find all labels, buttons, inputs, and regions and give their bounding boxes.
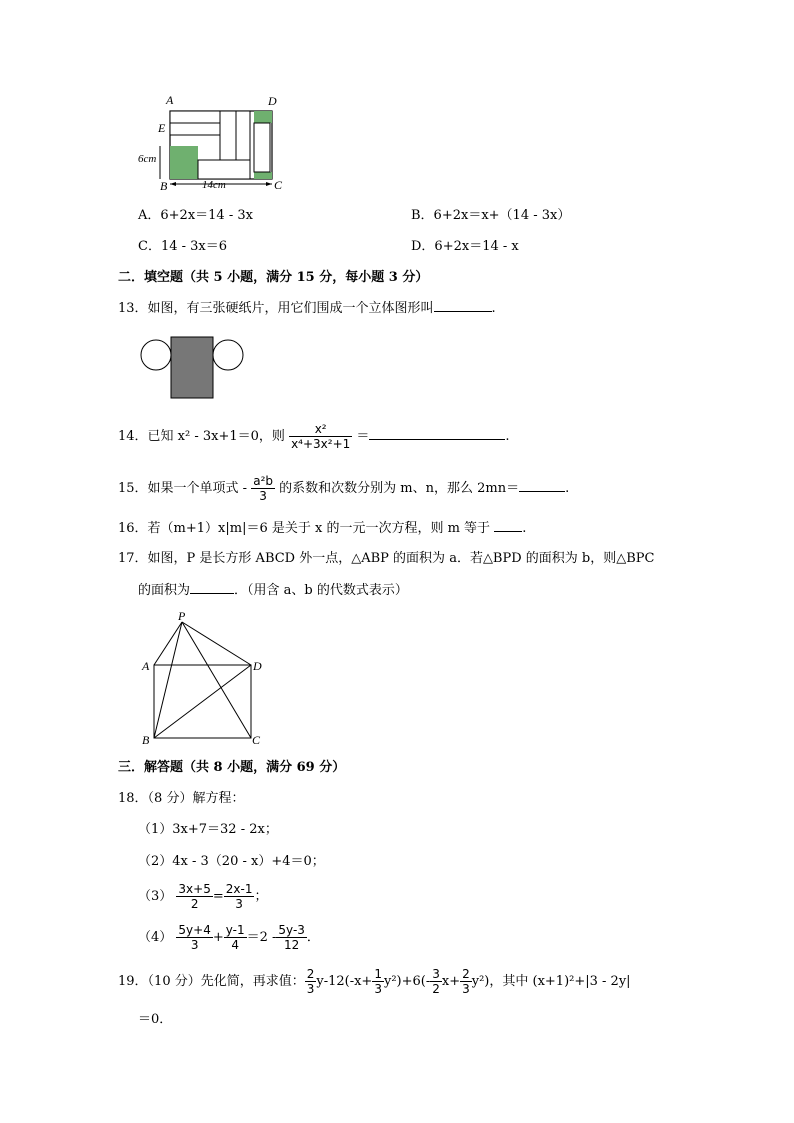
q19-f3-num: 3: [432, 967, 440, 981]
q12-option-a: A．6+2x＝14 - 3x: [138, 208, 253, 223]
figure-cylinder-net: [139, 334, 245, 400]
q18-p4-num-3: 5y-3: [278, 923, 305, 937]
section-3-heading: 三．解答题（共 8 小题，满分 69 分）: [118, 760, 346, 775]
question-16: 16．若（m+1）x|m|＝6 是关于 x 的一元一次方程，则 m 等于 .: [118, 521, 527, 536]
q18-p4-frac-3: [276, 923, 307, 952]
q15-prefix: 15．如果一个单项式 -: [118, 481, 248, 496]
q19-f4-num: 2: [462, 967, 470, 981]
q19-term-4: y²)，其中 (x+1)²+|3 - 2y|: [471, 974, 631, 989]
q14-denominator: x⁴+3x²+1: [291, 437, 351, 451]
label-E: E: [158, 121, 166, 135]
question-17-line-1: 17．如图，P 是长方形 ABCD 外一点，△ABP 的面积为 a．若△BPD 的面积为 b，则△BPC: [118, 551, 655, 566]
q18-p4-frac-2: [224, 923, 247, 952]
q18-p3-eq: =: [212, 889, 224, 904]
q18-p3-den-1: 2: [190, 897, 199, 911]
q18-p4-num-2: y-1: [225, 923, 245, 937]
label-D: D: [268, 94, 277, 108]
q19-f3-den: 2: [432, 982, 440, 996]
q14-equals: ＝: [356, 429, 370, 444]
label-A: A: [142, 659, 150, 673]
q15-numerator: a²b: [253, 474, 273, 488]
q19-term-1: y-12(-x+: [316, 974, 373, 989]
q19-f4-den: 3: [462, 982, 470, 996]
q18-p3-frac-2: [224, 882, 255, 911]
q18-p4-plus: +: [212, 930, 224, 945]
q18-p4-den-1: 3: [190, 938, 199, 952]
question-17-line-2: [138, 584, 408, 597]
label-6cm: 6cm: [138, 153, 157, 165]
figure-rectangle-tiles: [132, 92, 292, 194]
question-18-part-3: [138, 882, 267, 911]
q18-p4-den-2: 4: [231, 938, 240, 952]
q18-p3-num-2: 2x-1: [225, 882, 253, 896]
q17-line2-prefix: 的面积为: [138, 583, 191, 598]
green-region-bottom-right: [254, 172, 272, 179]
q12-option-c: C．14 - 3x＝6: [138, 239, 228, 254]
q18-p3-end: ；: [254, 889, 268, 904]
q19-f1-num: 2: [306, 967, 315, 981]
q19-term-3: x+: [441, 974, 461, 989]
question-15: 15．如果一个单项式 - $\frac{\text{a²b}}{3}$ 的系数和次数分别为 m、n，那么 2mn＝ .: [118, 474, 570, 503]
question-19: [118, 967, 631, 996]
question-18-part-1: （1）3x+7＝32 - 2x；: [138, 822, 278, 837]
label-B: B: [160, 179, 168, 193]
q19-f2-num: 1: [374, 967, 382, 981]
q15-fraction: [251, 474, 275, 503]
label-C: C: [252, 733, 261, 747]
q12-option-d: D．6+2x＝14 - x: [411, 239, 519, 254]
q18-p4-frac-1: [176, 923, 212, 952]
q12-option-b: B．6+2x＝x+（14 - 3x）: [411, 208, 571, 223]
q14-numerator: x²: [289, 422, 352, 437]
q18-p4-den-3: 12: [284, 938, 300, 952]
q18-p3-den-2: 3: [235, 897, 243, 911]
q19-frac-2: [372, 967, 384, 996]
label-C: C: [274, 178, 283, 192]
question-13: 13．如图，有三张硬纸片，用它们围成一个立体图形叫 .: [118, 301, 496, 316]
q19-prefix: 19．（10 分）先化简，再求值：: [118, 974, 305, 989]
q18-p3-frac-1: [176, 882, 212, 911]
label-A: A: [166, 93, 174, 107]
q13-text: 13．如图，有三张硬纸片，用它们围成一个立体图形叫: [118, 301, 434, 316]
q14-fraction: [289, 422, 352, 451]
figure-rectangle-abcd-point-p: [138, 610, 270, 748]
q15-suffix: 的系数和次数分别为 m、n，那么 2mn＝: [279, 481, 520, 496]
q18-p4-end: ．: [306, 930, 320, 945]
q19-frac-1: [305, 967, 317, 996]
q15-denominator: 3: [259, 489, 267, 503]
q18-p3-num-1: 3x+5: [178, 882, 211, 896]
q18-p3-label: （3）: [138, 889, 173, 904]
q19-frac-4: [460, 967, 472, 996]
q16-text: 16．若（m+1）x|m|＝6 是关于 x 的一元一次方程，则 m 等于: [118, 521, 491, 536]
question-19-line-2: ＝0．: [138, 1012, 173, 1027]
q18-p4-label: （4）: [138, 930, 173, 945]
q14-prefix: 14．已知 x² - 3x+1＝0，则: [118, 429, 285, 444]
question-18-part-2: （2）4x - 3（20 - x）+4＝0；: [138, 854, 325, 869]
green-region-right: [254, 111, 272, 123]
q19-term-2: y²)+6(-: [383, 974, 431, 989]
label-D: D: [253, 659, 262, 673]
q19-f2-den: 3: [374, 982, 382, 996]
label-14cm: 14cm: [202, 179, 226, 191]
question-14: 14．已知 x² - 3x+1＝0，则 $\frac{\text{x²}}{\text{x⁴+3x²+1}}$ ＝ .: [118, 422, 510, 451]
label-B: B: [142, 733, 150, 747]
green-region-left: [170, 146, 198, 179]
q18-p4-mid: ＝2 -: [246, 930, 277, 945]
q19-frac-3: [430, 967, 442, 996]
q19-f1-den: 3: [306, 982, 315, 996]
question-18-part-4: [138, 923, 320, 952]
question-18-title: 18．（8 分）解方程：: [118, 791, 245, 806]
label-P: P: [178, 610, 186, 623]
q17-line2-suffix: ．（用含 a、b 的代数式表示）: [234, 583, 408, 598]
q18-p4-num-1: 5y+4: [178, 923, 211, 937]
section-2-heading: 二．填空题（共 5 小题，满分 15 分，每小题 3 分）: [118, 270, 429, 285]
